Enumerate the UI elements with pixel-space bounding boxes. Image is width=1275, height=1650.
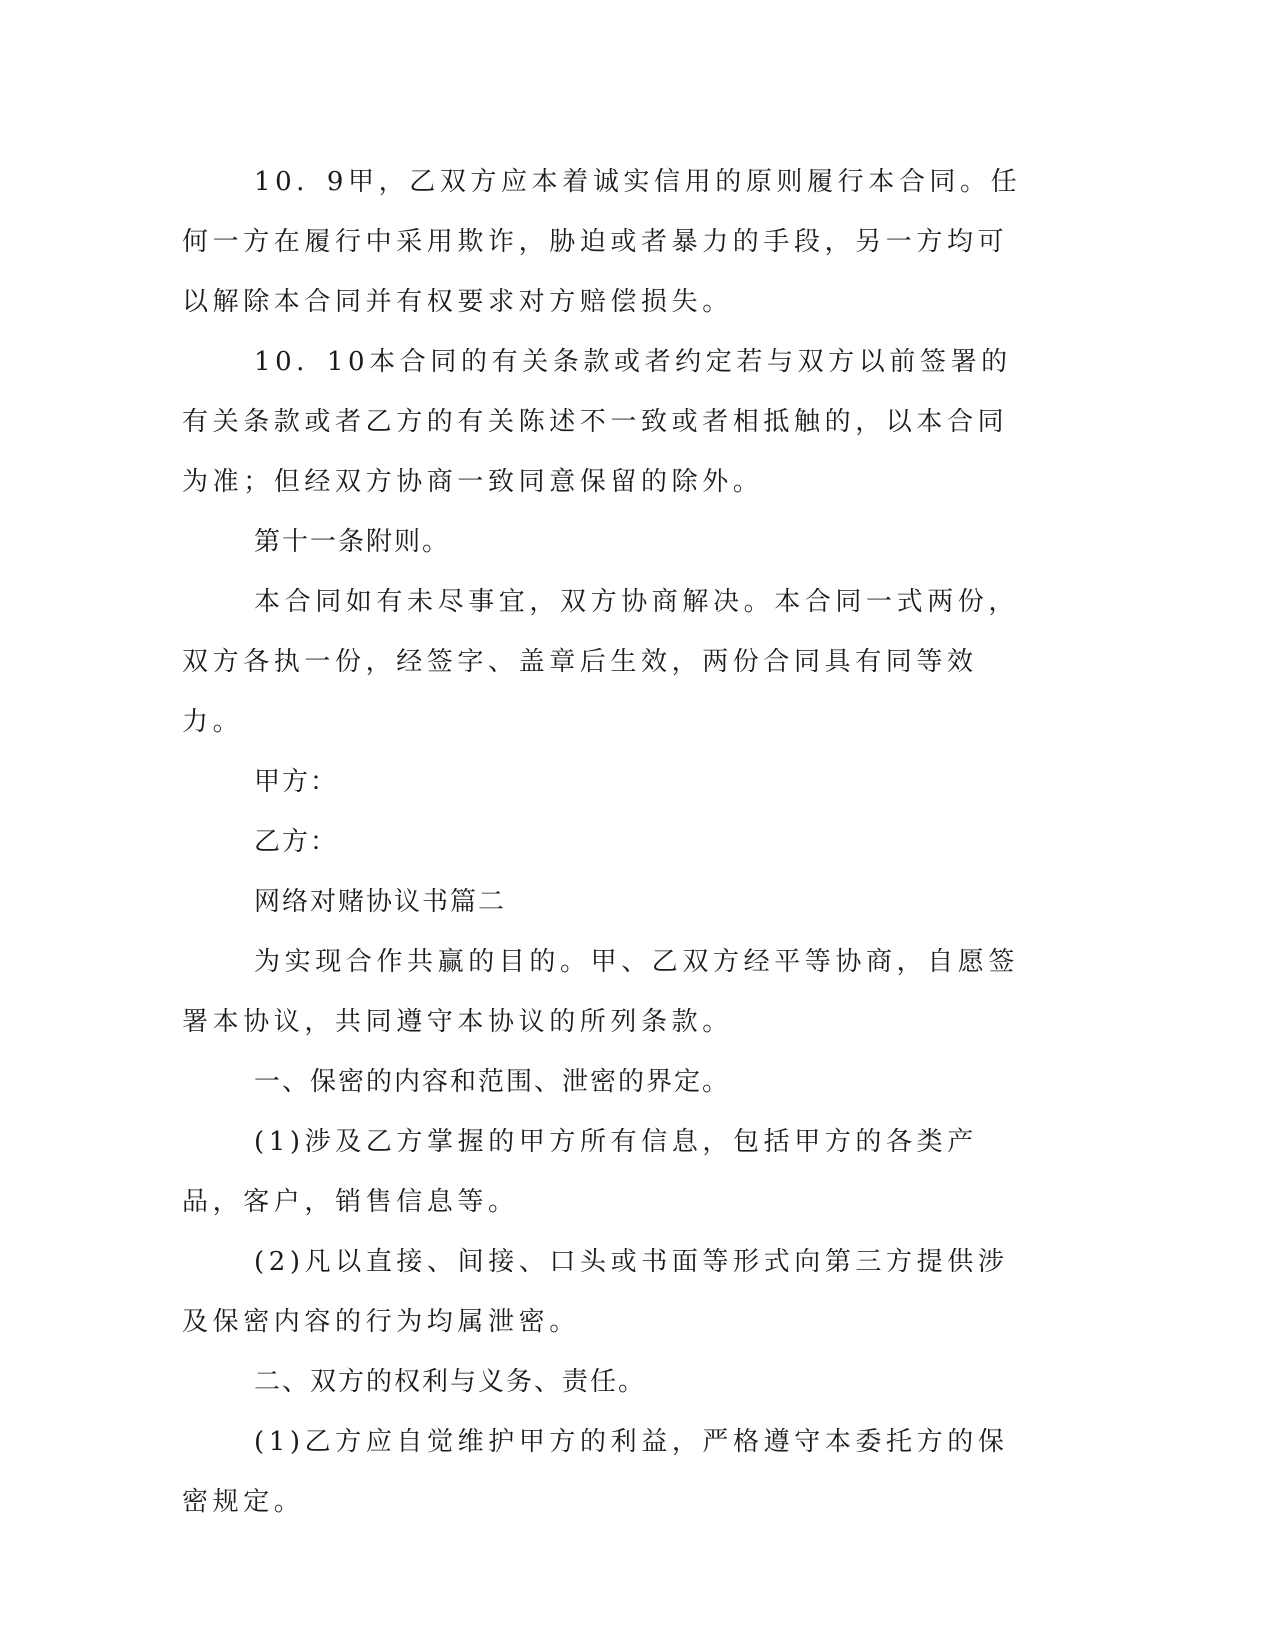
party-b-label: 乙方：: [254, 827, 339, 857]
document-body: [182, 152, 1032, 1532]
clause-2-disclosure: (2)凡以直接、间接、口头或书面等形式向第三方提供涉及保密内容的行为均属泄密。: [182, 1247, 1009, 1337]
clause-1-obligation: (1)乙方应自觉维护甲方的利益，严格遵守本委托方的保密规定。: [182, 1427, 1009, 1517]
paragraph-unresolved-matters: 本合同如有未尽事宜，双方协商解决。本合同一式两份，双方各执一份，经签字、盖章后生效，两份合同具有同等效力。: [182, 587, 1020, 737]
section-heading-article-11: 第十一条附则。: [254, 527, 451, 557]
document-title-part-two: 网络对赌协议书篇二: [254, 887, 507, 917]
paragraph-10-10: 10．10本合同的有关条款或者约定若与双方以前签署的有关条款或者乙方的有关陈述不一致或者相抵触的，以本合同为准；但经双方协商一致同意保留的除外。: [182, 347, 1012, 497]
clause-1-scope: (1)涉及乙方掌握的甲方所有信息，包括甲方的各类产品，客户，销售信息等。: [182, 1127, 978, 1217]
section-heading-confidentiality: 一、保密的内容和范围、泄密的界定。: [254, 1067, 731, 1097]
party-a-label: 甲方：: [254, 767, 339, 797]
paragraph-10-9: 10．9甲，乙双方应本着诚实信用的原则履行本合同。任何一方在履行中采用欺诈，胁迫或者暴力的手段，另一方均可以解除本合同并有权要求对方赔偿损失。: [182, 167, 1022, 317]
paragraph-purpose: 为实现合作共赢的目的。甲、乙双方经平等协商，自愿签署本协议，共同遵守本协议的所列条款。: [182, 947, 1020, 1037]
section-heading-rights-duties: 二、双方的权利与义务、责任。: [254, 1367, 647, 1397]
